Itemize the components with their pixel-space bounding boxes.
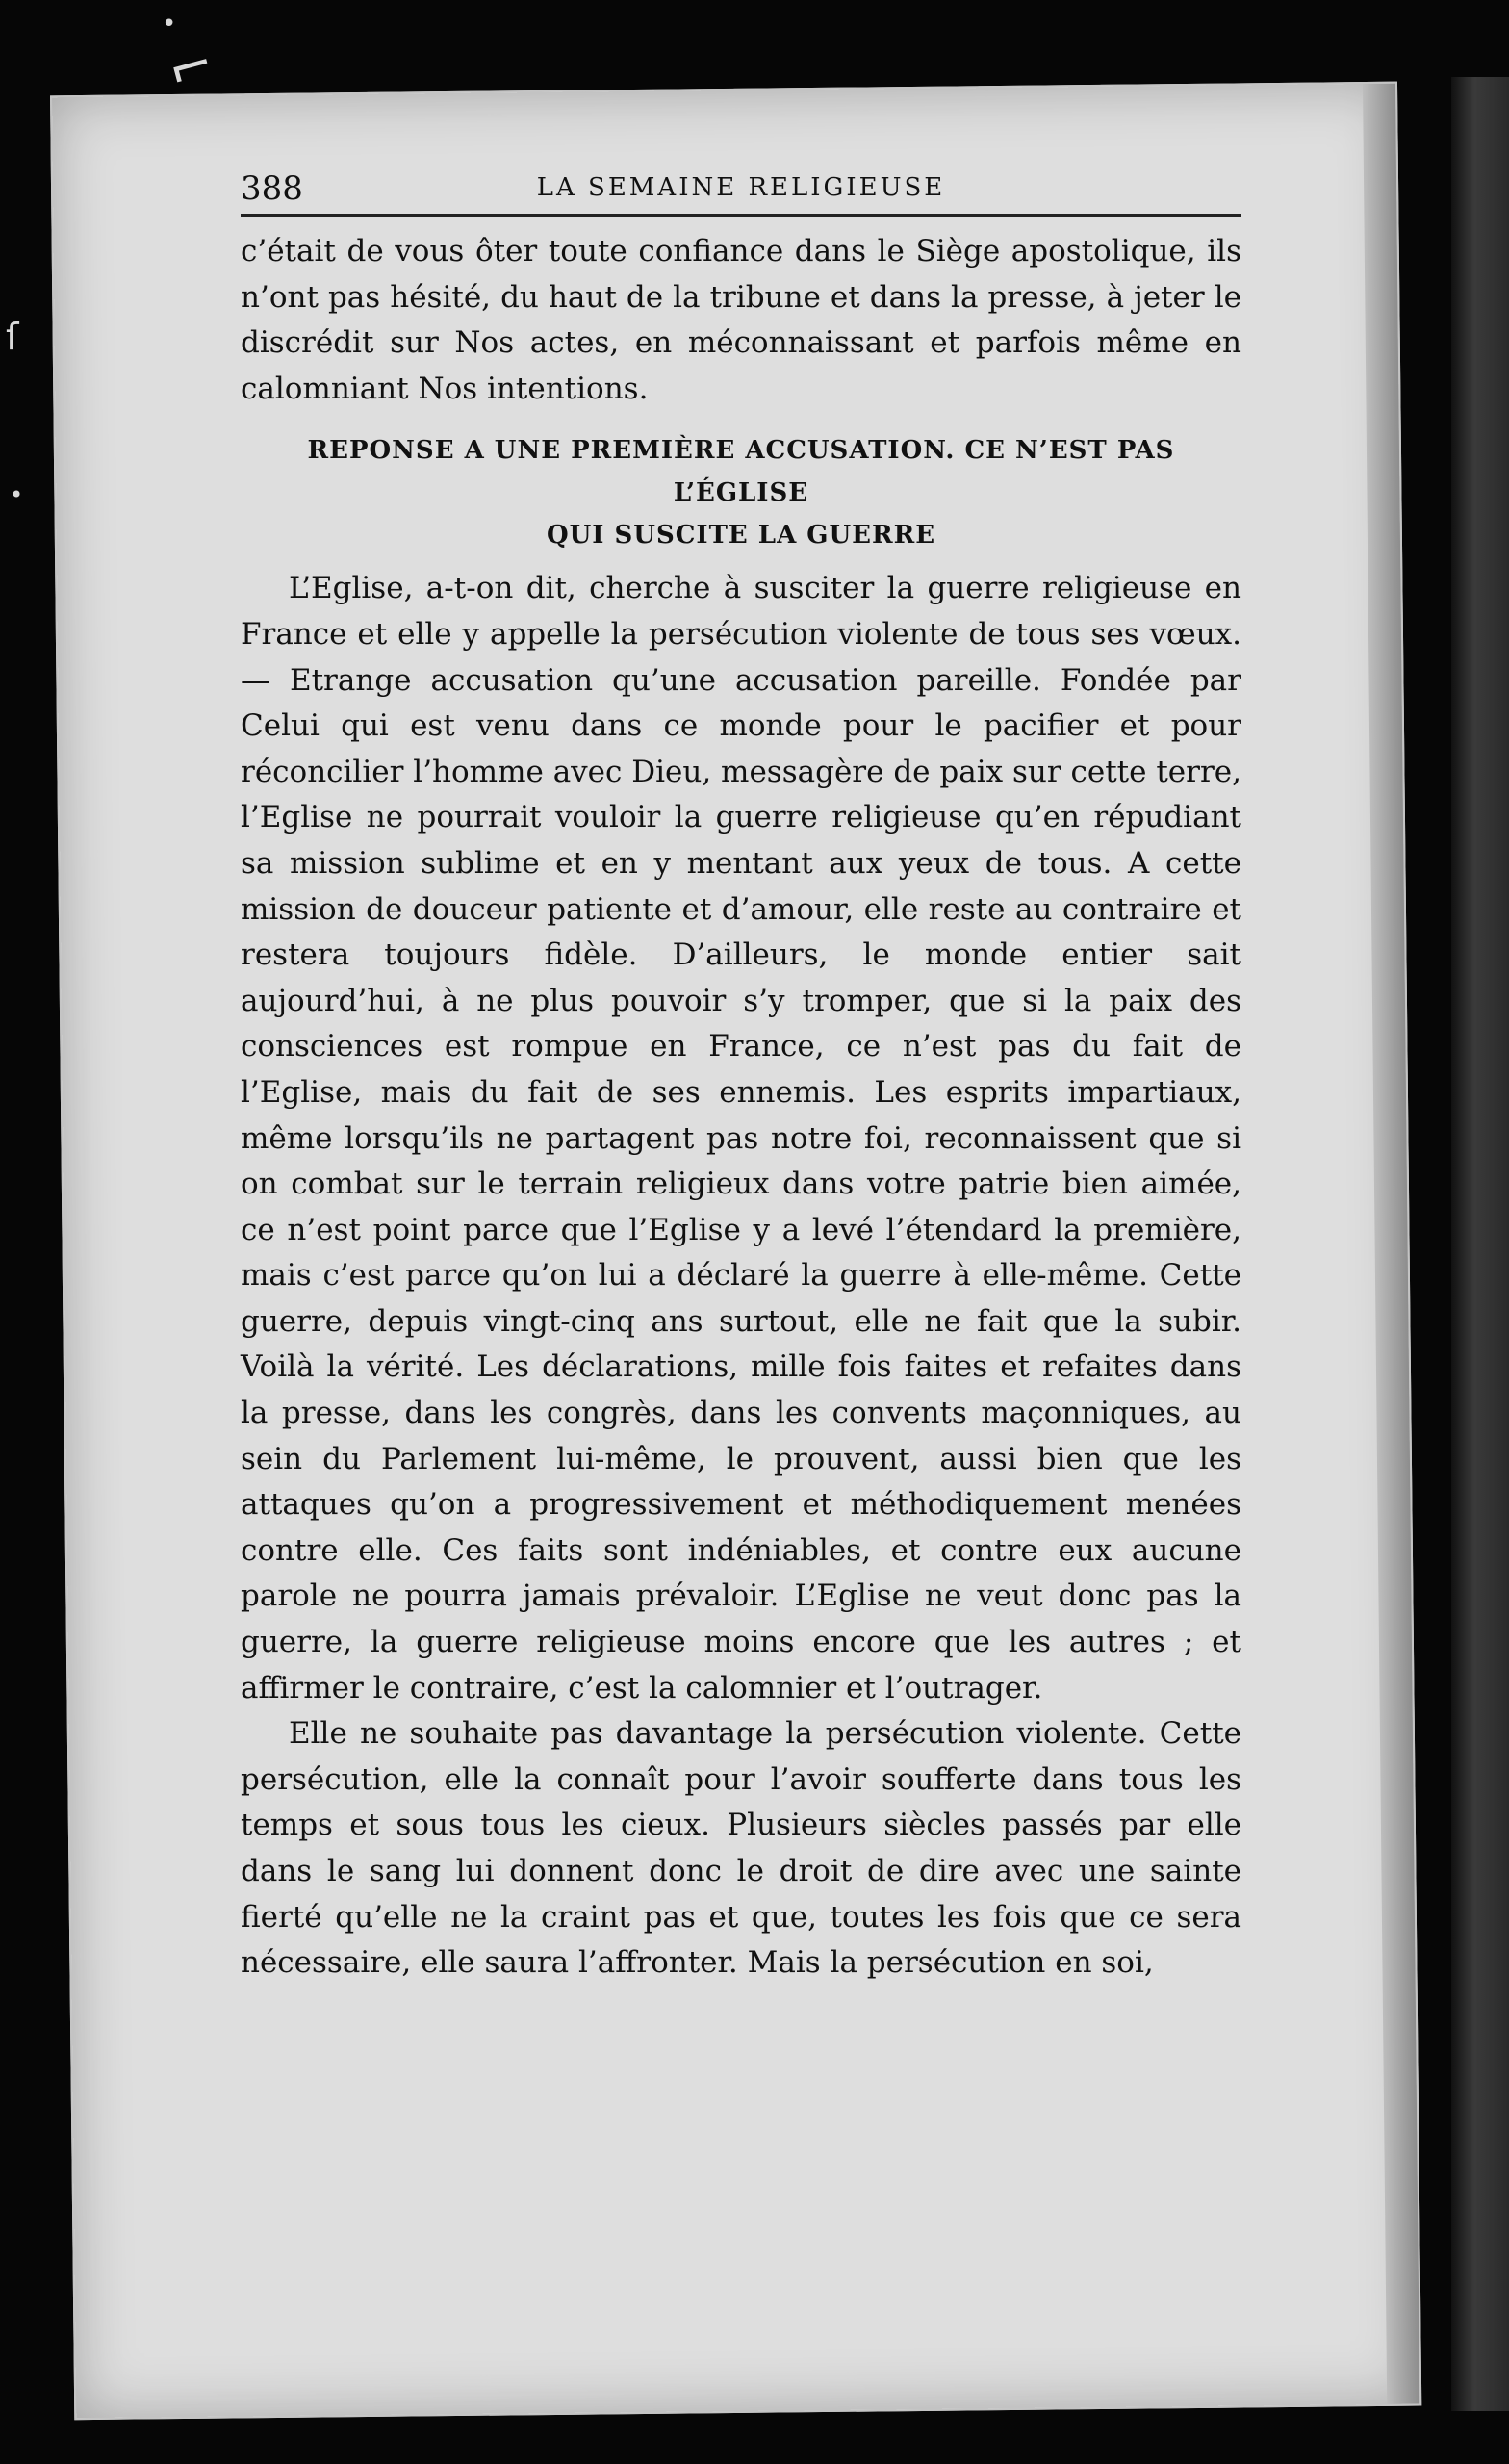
section-heading-line-1: REPONSE A UNE PREMIÈRE ACCUSATION. CE N’EST PAS L’ÉGLISE	[307, 436, 1175, 508]
scan-speck: •	[162, 10, 177, 38]
header-rule	[241, 214, 1241, 217]
section-heading-line-2: QUI SUSCITE LA GUERRE	[546, 521, 936, 551]
scan-scratch: ⌐	[161, 32, 221, 104]
scan-speck: ſ	[6, 316, 19, 358]
running-head: LA SEMAINE RELIGIEUSE	[536, 173, 946, 202]
section-heading	[241, 429, 1241, 556]
scan-speck: •	[10, 481, 24, 508]
page-gutter-shade	[1363, 84, 1419, 2404]
page-body	[241, 229, 1241, 1987]
paragraph: Elle ne souhaite pas davantage la persécution violente. Cette persécution, elle la connaît pour l’avoir soufferte dans tous les temps et sous tous les cieux. Plusieurs siècles passés par elle dans le sang lui donnent donc le droit de dire avec une sainte fierté qu’elle ne la craint pas et que, toutes les fois que ce sera nécessaire, elle saura l’affronter. Mais la persécution en soi,	[241, 1716, 1241, 1981]
page-header	[241, 162, 1241, 212]
paragraph: L’Eglise, a-t-on dit, cherche à susciter la guerre religieuse en France et elle y appelle la persécution violente de tous ses vœux. — Etrange accusation qu’une accusation pareille. Fondée par Celui qui est venu dans ce monde pour le pacifier et pour réconcilier l’homme avec Dieu, messagère de paix sur cette terre, l’Eglise ne pourrait vouloir la guerre religieuse qu’en répudiant sa mission sublime et en y mentant aux yeux de tous. A cette mission de douceur patiente et d’amour, elle reste au contraire et restera toujours fidèle. D’ailleurs, le monde entier sait aujourd’hui, à ne plus pouvoir s’y tromper, que si la paix des consciences est rompue en France, ce n’est pas du fait de l’Eglise, mais du fait de ses ennemis. Les esprits impartiaux, même lorsqu’ils ne partagent pas notre foi, reconnaissent que si on combat sur le terrain religieux dans votre patrie bien aimée, ce n’est point parce que l’Eglise y a levé l’étendard la première, mais c’est parce qu’on lui a déclaré la guerre à elle-même. Cette guerre, depuis vingt-cinq ans surtout, elle ne fait que la subir. Voilà la vérité. Les déclarations, mille fois faites et refaites dans la presse, dans les congrès, dans les convents maçonniques, au sein du Parlement lui-même, le prouvent, aussi bien que les attaques qu’on a progressivement et méthodiquement menées contre elle. Ces faits sont indéniables, et contre eux aucune parole ne pourra jamais prévaloir. L’Eglise ne veut donc pas la guerre, la guerre religieuse moins encore que les autres ; et affirmer le contraire, c’est la calomnier et l’outrager.	[241, 571, 1241, 1706]
opening-paragraph: c’était de vous ôter toute confiance dans le Siège apostolique, ils n’ont pas hésité, du haut de la tribune et dans la presse, à jeter le discrédit sur Nos actes, en méconnaissant et parfois même en calomniant Nos intentions.	[241, 234, 1241, 406]
page-number: 388	[241, 169, 303, 208]
facing-page-edge	[1451, 77, 1509, 2411]
